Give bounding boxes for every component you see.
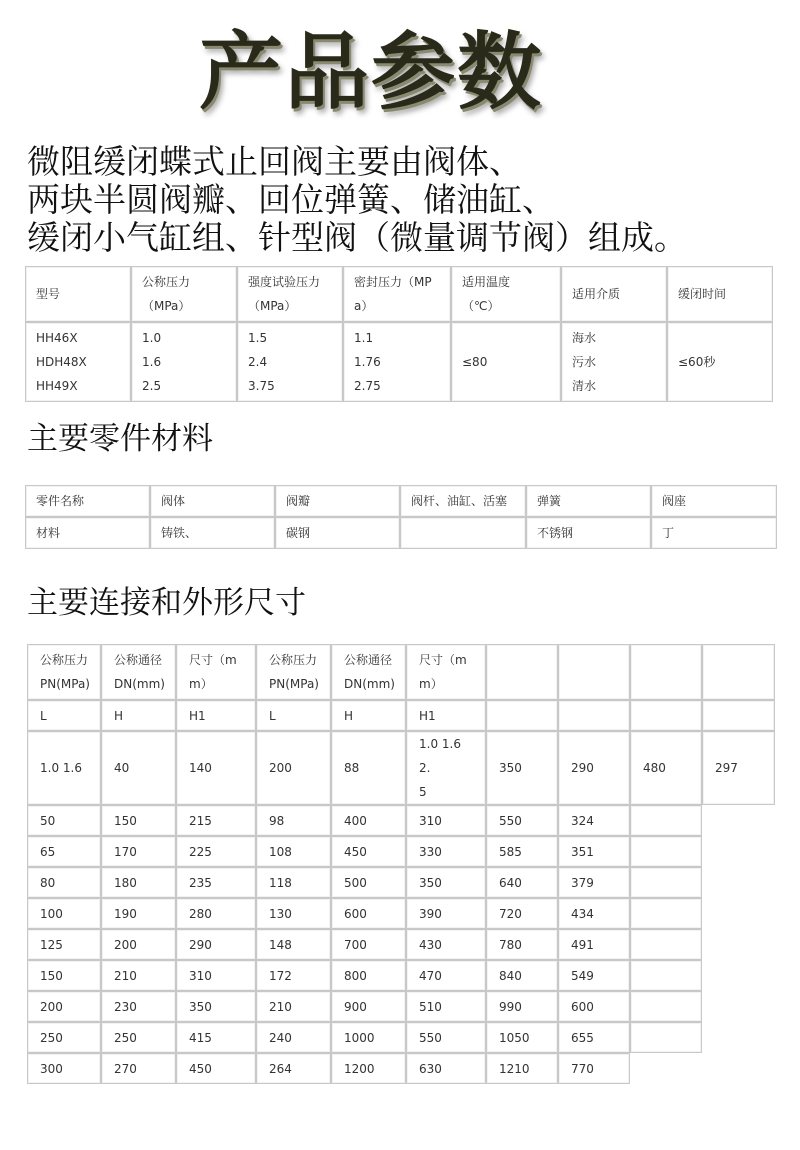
material-cell: 阀座 bbox=[651, 485, 777, 517]
dimension-cell: 480 bbox=[630, 731, 702, 805]
dimension-cell: H1 bbox=[406, 700, 486, 731]
dimension-cell: 200 bbox=[256, 731, 331, 805]
dimension-cell: 98 bbox=[256, 805, 331, 836]
dimension-cell: 840 bbox=[486, 960, 558, 991]
dimension-cell: 550 bbox=[406, 1022, 486, 1053]
material-cell: 零件名称 bbox=[25, 485, 150, 517]
dimension-cell: 585 bbox=[486, 836, 558, 867]
material-cell: 阀杆、油缸、活塞 bbox=[400, 485, 526, 517]
dimension-cell: 600 bbox=[331, 898, 406, 929]
dimension-cell: 230 bbox=[101, 991, 176, 1022]
material-cell: 弹簧 bbox=[526, 485, 651, 517]
dimension-cell: 990 bbox=[486, 991, 558, 1022]
dimension-cell: 190 bbox=[101, 898, 176, 929]
dimension-cell: 630 bbox=[406, 1053, 486, 1084]
dimension-cell: 415 bbox=[176, 1022, 256, 1053]
dimensions-row bbox=[27, 867, 775, 898]
material-cell: 丁 bbox=[651, 517, 777, 549]
temperature-cell: ≤80 bbox=[451, 322, 561, 402]
dimensions-row bbox=[27, 929, 775, 960]
material-cell: 碳钢 bbox=[275, 517, 400, 549]
empty-cell bbox=[702, 929, 775, 960]
dimension-cell bbox=[630, 644, 702, 700]
dimension-cell: 172 bbox=[256, 960, 331, 991]
dimension-cell: 324 bbox=[558, 805, 630, 836]
dimension-cell: 118 bbox=[256, 867, 331, 898]
dimension-cell bbox=[630, 1022, 702, 1053]
dimensions-table bbox=[27, 644, 775, 1084]
empty-cell bbox=[702, 1053, 775, 1084]
dimensions-row bbox=[27, 731, 775, 805]
dimension-cell: 250 bbox=[27, 1022, 101, 1053]
dimension-cell: 180 bbox=[101, 867, 176, 898]
dimension-cell: 1210 bbox=[486, 1053, 558, 1084]
dimension-cell: 800 bbox=[331, 960, 406, 991]
dimension-cell: 655 bbox=[558, 1022, 630, 1053]
materials-row bbox=[25, 485, 777, 517]
dimension-cell: 170 bbox=[101, 836, 176, 867]
dimension-cell: 900 bbox=[331, 991, 406, 1022]
dimension-cell: 125 bbox=[27, 929, 101, 960]
dimension-cell: 1000 bbox=[331, 1022, 406, 1053]
dimension-cell: 200 bbox=[101, 929, 176, 960]
dimension-cell: 500 bbox=[331, 867, 406, 898]
dimension-cell: 379 bbox=[558, 867, 630, 898]
intro-line: 缓闭小气缸组、针型阀（微量调节阀）组成。 bbox=[27, 218, 687, 257]
dimension-cell: L bbox=[256, 700, 331, 731]
dimension-cell: 770 bbox=[558, 1053, 630, 1084]
dimension-cell: 1.0 1.6 bbox=[27, 731, 101, 805]
dimension-cell: 100 bbox=[27, 898, 101, 929]
dimension-cell: 491 bbox=[558, 929, 630, 960]
dimension-cell: 350 bbox=[176, 991, 256, 1022]
dimension-cell: 550 bbox=[486, 805, 558, 836]
dimension-cell bbox=[702, 700, 775, 731]
empty-cell bbox=[702, 898, 775, 929]
dimension-cell: 290 bbox=[558, 731, 630, 805]
materials-heading: 主要零件材料 bbox=[27, 421, 213, 457]
params-header-row bbox=[25, 266, 773, 322]
dimension-cell: 351 bbox=[558, 836, 630, 867]
model-cell: HH46X HDH48X HH49X bbox=[25, 322, 131, 402]
dimension-cell: 65 bbox=[27, 836, 101, 867]
header-cell: 密封压力（MP a） bbox=[343, 266, 451, 322]
dimension-cell: 280 bbox=[176, 898, 256, 929]
header-cell: 型号 bbox=[25, 266, 131, 322]
dimension-cell: 235 bbox=[176, 867, 256, 898]
dimension-cell bbox=[630, 960, 702, 991]
dimension-cell: 148 bbox=[256, 929, 331, 960]
dimension-cell: 270 bbox=[101, 1053, 176, 1084]
page-title: 产品参数 bbox=[198, 23, 543, 121]
dimensions-row bbox=[27, 1053, 775, 1084]
dimension-cell: 434 bbox=[558, 898, 630, 929]
dimension-cell: 公称通径 DN(mm) bbox=[331, 644, 406, 700]
dimension-cell bbox=[486, 700, 558, 731]
material-cell bbox=[400, 517, 526, 549]
dimension-cell: 尺寸（m m） bbox=[176, 644, 256, 700]
dimension-cell: 600 bbox=[558, 991, 630, 1022]
dimension-cell: 350 bbox=[486, 731, 558, 805]
header-cell: 适用温度 （℃） bbox=[451, 266, 561, 322]
dimension-cell bbox=[630, 867, 702, 898]
dimension-cell: 450 bbox=[176, 1053, 256, 1084]
dimension-cell: 40 bbox=[101, 731, 176, 805]
dimensions-row bbox=[27, 836, 775, 867]
dimension-cell: 公称压力 PN(MPa) bbox=[256, 644, 331, 700]
dimension-cell: H1 bbox=[176, 700, 256, 731]
dimension-cell: 310 bbox=[176, 960, 256, 991]
dimension-cell: 200 bbox=[27, 991, 101, 1022]
dimensions-heading: 主要连接和外形尺寸 bbox=[27, 585, 306, 621]
dimension-cell: 640 bbox=[486, 867, 558, 898]
dimension-cell bbox=[630, 929, 702, 960]
dimension-cell bbox=[630, 991, 702, 1022]
dimensions-row bbox=[27, 898, 775, 929]
dimension-cell bbox=[630, 700, 702, 731]
dimension-cell bbox=[630, 836, 702, 867]
materials-table bbox=[25, 485, 777, 549]
empty-cell bbox=[702, 805, 775, 836]
empty-cell bbox=[702, 867, 775, 898]
dimension-cell bbox=[486, 644, 558, 700]
dimension-cell: 108 bbox=[256, 836, 331, 867]
material-cell: 不锈钢 bbox=[526, 517, 651, 549]
dimension-cell: 470 bbox=[406, 960, 486, 991]
media-cell: 海水 污水 清水 bbox=[561, 322, 667, 402]
dimension-cell: 290 bbox=[176, 929, 256, 960]
dimension-cell: 350 bbox=[406, 867, 486, 898]
dimension-cell: 240 bbox=[256, 1022, 331, 1053]
dimension-cell: 140 bbox=[176, 731, 256, 805]
dimension-cell bbox=[558, 700, 630, 731]
dimension-cell: H bbox=[101, 700, 176, 731]
dimension-cell: 450 bbox=[331, 836, 406, 867]
dimension-cell: 510 bbox=[406, 991, 486, 1022]
dimension-cell: 400 bbox=[331, 805, 406, 836]
dimension-cell: 1200 bbox=[331, 1053, 406, 1084]
test-pressure-cell: 1.5 2.4 3.75 bbox=[237, 322, 343, 402]
dimension-cell: H bbox=[331, 700, 406, 731]
dimension-cell: 250 bbox=[101, 1022, 176, 1053]
dimension-cell: 720 bbox=[486, 898, 558, 929]
dimension-cell: 780 bbox=[486, 929, 558, 960]
dimension-cell: 尺寸（m m） bbox=[406, 644, 486, 700]
empty-cell bbox=[630, 1053, 702, 1084]
intro-paragraph bbox=[27, 143, 797, 257]
dimension-cell: 210 bbox=[256, 991, 331, 1022]
dimensions-row bbox=[27, 1022, 775, 1053]
dimensions-row bbox=[27, 960, 775, 991]
dimension-cell bbox=[558, 644, 630, 700]
header-cell: 公称压力 （MPa） bbox=[131, 266, 237, 322]
intro-line: 两块半圆阀瓣、回位弹簧、储油缸、 bbox=[27, 180, 555, 219]
dimension-cell bbox=[630, 805, 702, 836]
dimension-cell: 公称压力 PN(MPa) bbox=[27, 644, 101, 700]
dimension-cell: 330 bbox=[406, 836, 486, 867]
intro-line: 微阻缓闭蝶式止回阀主要由阀体、 bbox=[27, 142, 522, 181]
dimensions-row bbox=[27, 644, 775, 700]
dimension-cell: 130 bbox=[256, 898, 331, 929]
dimensions-row bbox=[27, 805, 775, 836]
dimension-cell: 公称通径 DN(mm) bbox=[101, 644, 176, 700]
params-body-row bbox=[25, 322, 773, 402]
dimension-cell: 215 bbox=[176, 805, 256, 836]
dimension-cell: 50 bbox=[27, 805, 101, 836]
dimension-cell: 1.0 1.6 2. 5 bbox=[406, 731, 486, 805]
params-table bbox=[25, 266, 773, 402]
empty-cell bbox=[702, 960, 775, 991]
dimension-cell: 430 bbox=[406, 929, 486, 960]
empty-cell bbox=[702, 991, 775, 1022]
dimension-cell: 150 bbox=[27, 960, 101, 991]
dimensions-row bbox=[27, 700, 775, 731]
seal-pressure-cell: 1.1 1.76 2.75 bbox=[343, 322, 451, 402]
header-cell: 适用介质 bbox=[561, 266, 667, 322]
closing-time-cell: ≤60秒 bbox=[667, 322, 773, 402]
material-cell: 材料 bbox=[25, 517, 150, 549]
dimension-cell: 1050 bbox=[486, 1022, 558, 1053]
dimension-cell: L bbox=[27, 700, 101, 731]
dimension-cell: 310 bbox=[406, 805, 486, 836]
dimension-cell: 88 bbox=[331, 731, 406, 805]
nominal-pressure-cell: 1.0 1.6 2.5 bbox=[131, 322, 237, 402]
material-cell: 阀瓣 bbox=[275, 485, 400, 517]
dimension-cell bbox=[702, 644, 775, 700]
header-cell: 缓闭时间 bbox=[667, 266, 773, 322]
empty-cell bbox=[702, 1022, 775, 1053]
dimension-cell: 150 bbox=[101, 805, 176, 836]
material-cell: 阀体 bbox=[150, 485, 275, 517]
dimension-cell: 300 bbox=[27, 1053, 101, 1084]
dimensions-row bbox=[27, 991, 775, 1022]
dimension-cell: 297 bbox=[702, 731, 775, 805]
header-cell: 强度试验压力 （MPa） bbox=[237, 266, 343, 322]
dimension-cell: 700 bbox=[331, 929, 406, 960]
dimension-cell: 210 bbox=[101, 960, 176, 991]
dimension-cell: 80 bbox=[27, 867, 101, 898]
dimension-cell: 549 bbox=[558, 960, 630, 991]
empty-cell bbox=[702, 836, 775, 867]
materials-row bbox=[25, 517, 777, 549]
dimension-cell bbox=[630, 898, 702, 929]
material-cell: 铸铁、 bbox=[150, 517, 275, 549]
dimension-cell: 390 bbox=[406, 898, 486, 929]
dimension-cell: 264 bbox=[256, 1053, 331, 1084]
dimension-cell: 225 bbox=[176, 836, 256, 867]
